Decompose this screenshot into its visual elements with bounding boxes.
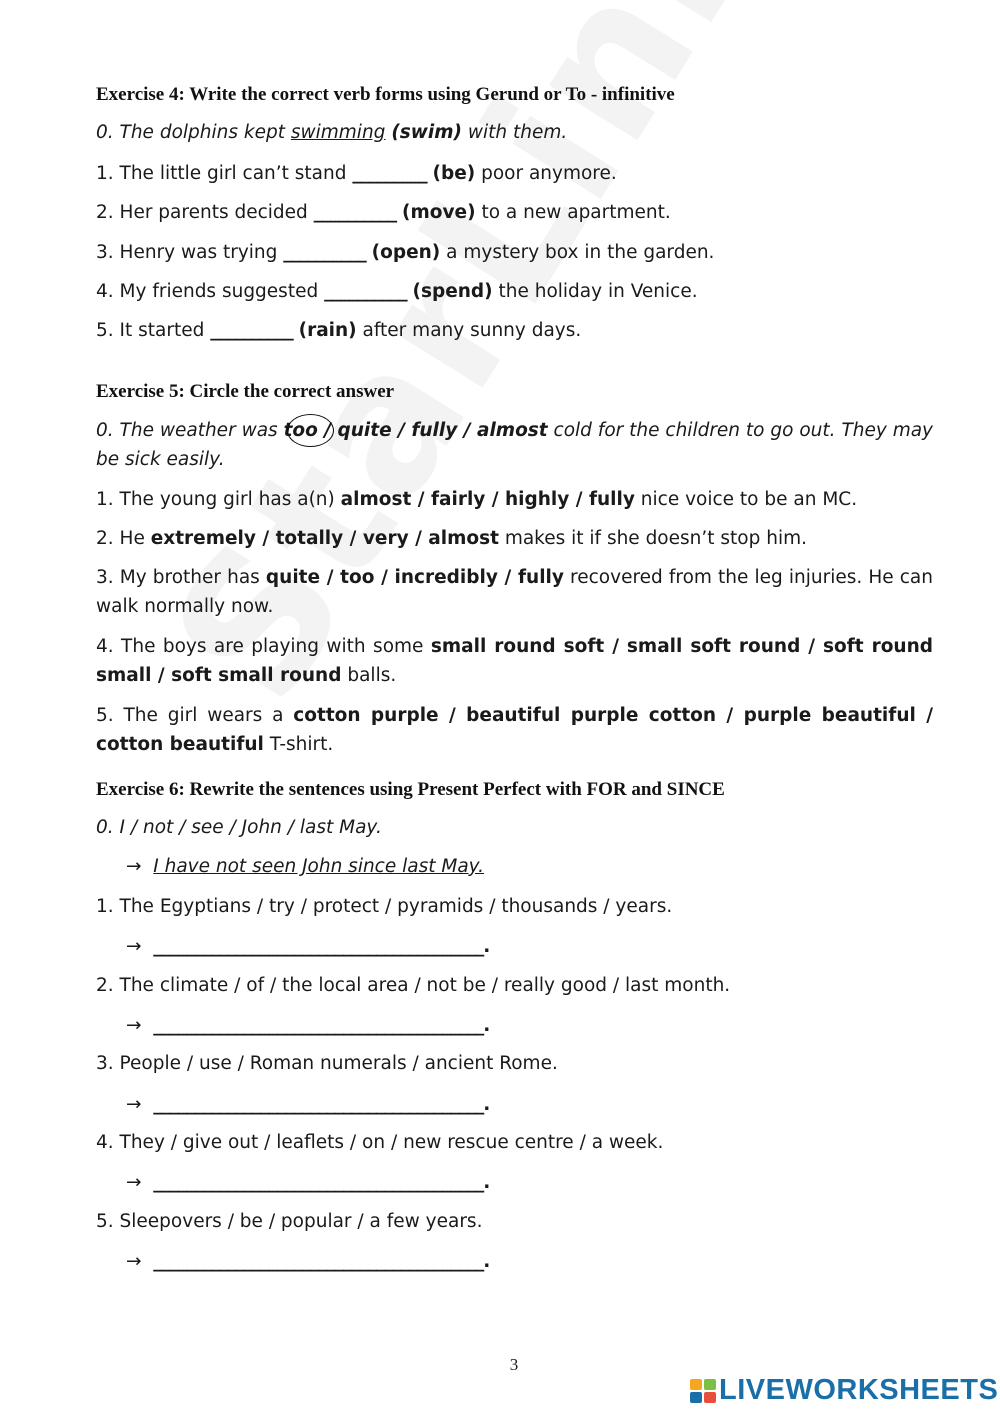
exercise-6-answer-4 <box>126 1168 489 1197</box>
liveworksheets-icon <box>690 1379 716 1403</box>
exercise-6-item-2: 2. The climate / of / the local area / not be / really good / last month. <box>96 975 731 996</box>
exercise-4-item-3: 3. Henry was trying __________ (open) a mystery box in the garden. <box>96 242 715 263</box>
exercise-4-item-5: 5. It started __________ (rain) after many sunny days. <box>96 320 582 341</box>
answer-blank[interactable]: __________ <box>283 242 366 263</box>
page-number: 3 <box>509 1355 519 1374</box>
answer-blank[interactable]: ________________________________________. <box>153 1172 490 1193</box>
exercise-5-item-3: 3. My brother has quite / too / incredibly / fully recovered from the leg injuries. He can walk normally now. <box>96 567 933 617</box>
arrow-icon: → <box>126 1251 142 1272</box>
exercise-5-item-1: 1. The young girl has a(n) almost / fairly / highly / fully nice voice to be an MC. <box>96 489 858 510</box>
answer-options[interactable]: quite / too / incredibly / fully <box>265 567 564 588</box>
exercise-6-example-prompt: 0. I / not / see / John / last May. <box>96 817 382 838</box>
exercise-6-answer-1 <box>126 932 489 961</box>
exercise-5-item-2: 2. He extremely / totally / very / almost makes it if she doesn’t stop him. <box>96 528 807 549</box>
answer-options[interactable]: small round soft / small soft round / soft round small / soft small round <box>96 636 933 686</box>
arrow-icon: → <box>126 856 142 877</box>
answer-blank[interactable]: ________________________________________. <box>153 1251 490 1272</box>
exercise-6-answer-3 <box>126 1090 489 1119</box>
arrow-icon: → <box>126 1172 142 1193</box>
exercise-6-example-answer-line: → I have not seen John since last May. <box>126 856 485 877</box>
arrow-icon: → <box>126 1094 142 1115</box>
answer-blank[interactable]: __________ <box>324 281 407 302</box>
example-answer: swimming <box>290 122 386 143</box>
exercise-4-item-1: 1. The little girl can’t stand _________ (be) poor anymore. <box>96 163 617 184</box>
exercise-5-example: 0. The weather was too / quite / fully / almost cold for the children to go out. They may be sick easily. <box>96 420 933 470</box>
arrow-icon: → <box>126 1015 142 1036</box>
exercise-6-title: Exercise 6: Rewrite the sentences using Present Perfect with FOR and SINCE <box>96 779 725 800</box>
exercise-6-item-4: 4. They / give out / leaflets / on / new rescue centre / a week. <box>96 1132 664 1153</box>
answer-options[interactable]: extremely / totally / very / almost <box>150 528 499 549</box>
exercise-4-example: 0. The dolphins kept swimming (swim) with them. <box>96 122 568 143</box>
answer-blank[interactable]: __________ <box>313 202 397 223</box>
exercise-6-answer-2 <box>126 1011 489 1040</box>
answer-blank[interactable]: ________________________________________. <box>153 936 490 957</box>
exercise-4-item-2: 2. Her parents decided __________ (move) to a new apartment. <box>96 202 671 223</box>
exercise-5-item-4: 4. The boys are playing with some small round soft / small soft round / soft round small / soft small round balls. <box>96 636 933 686</box>
answer-options[interactable]: cotton purple / beautiful purple cotton / purple beautiful / cotton beautiful <box>96 705 933 755</box>
exercise-6-item-5: 5. Sleepovers / be / popular / a few years. <box>96 1211 483 1232</box>
logo-text: LIVEWORKSHEETS <box>719 1374 999 1406</box>
answer-blank[interactable]: ________________________________________. <box>153 1094 490 1115</box>
exercise-6-item-1: 1. The Egyptians / try / protect / pyramids / thousands / years. <box>96 896 673 917</box>
exercise-4-title: Exercise 4: Write the correct verb forms using Gerund or To - infinitive <box>96 84 675 105</box>
exercise-5-title: Exercise 5: Circle the correct answer <box>96 381 395 402</box>
answer-blank[interactable]: ________________________________________. <box>153 1015 490 1036</box>
liveworksheets-logo[interactable] <box>690 1374 998 1407</box>
exercise-5-item-5: 5. The girl wears a cotton purple / beautiful purple cotton / purple beautiful / cotton beautiful T-shirt. <box>96 705 933 755</box>
exercise-6-answer-5 <box>126 1247 489 1276</box>
answer-circle <box>287 414 334 447</box>
exercise-4-item-4: 4. My friends suggested __________ (spend) the holiday in Venice. <box>96 281 698 302</box>
answer-options[interactable]: almost / fairly / highly / fully <box>340 489 635 510</box>
arrow-icon: → <box>126 936 142 957</box>
answer-blank[interactable]: __________ <box>210 320 293 341</box>
watermark <box>130 0 810 737</box>
exercise-6-item-3: 3. People / use / Roman numerals / ancient Rome. <box>96 1053 558 1074</box>
answer-blank[interactable]: _________ <box>352 163 427 184</box>
